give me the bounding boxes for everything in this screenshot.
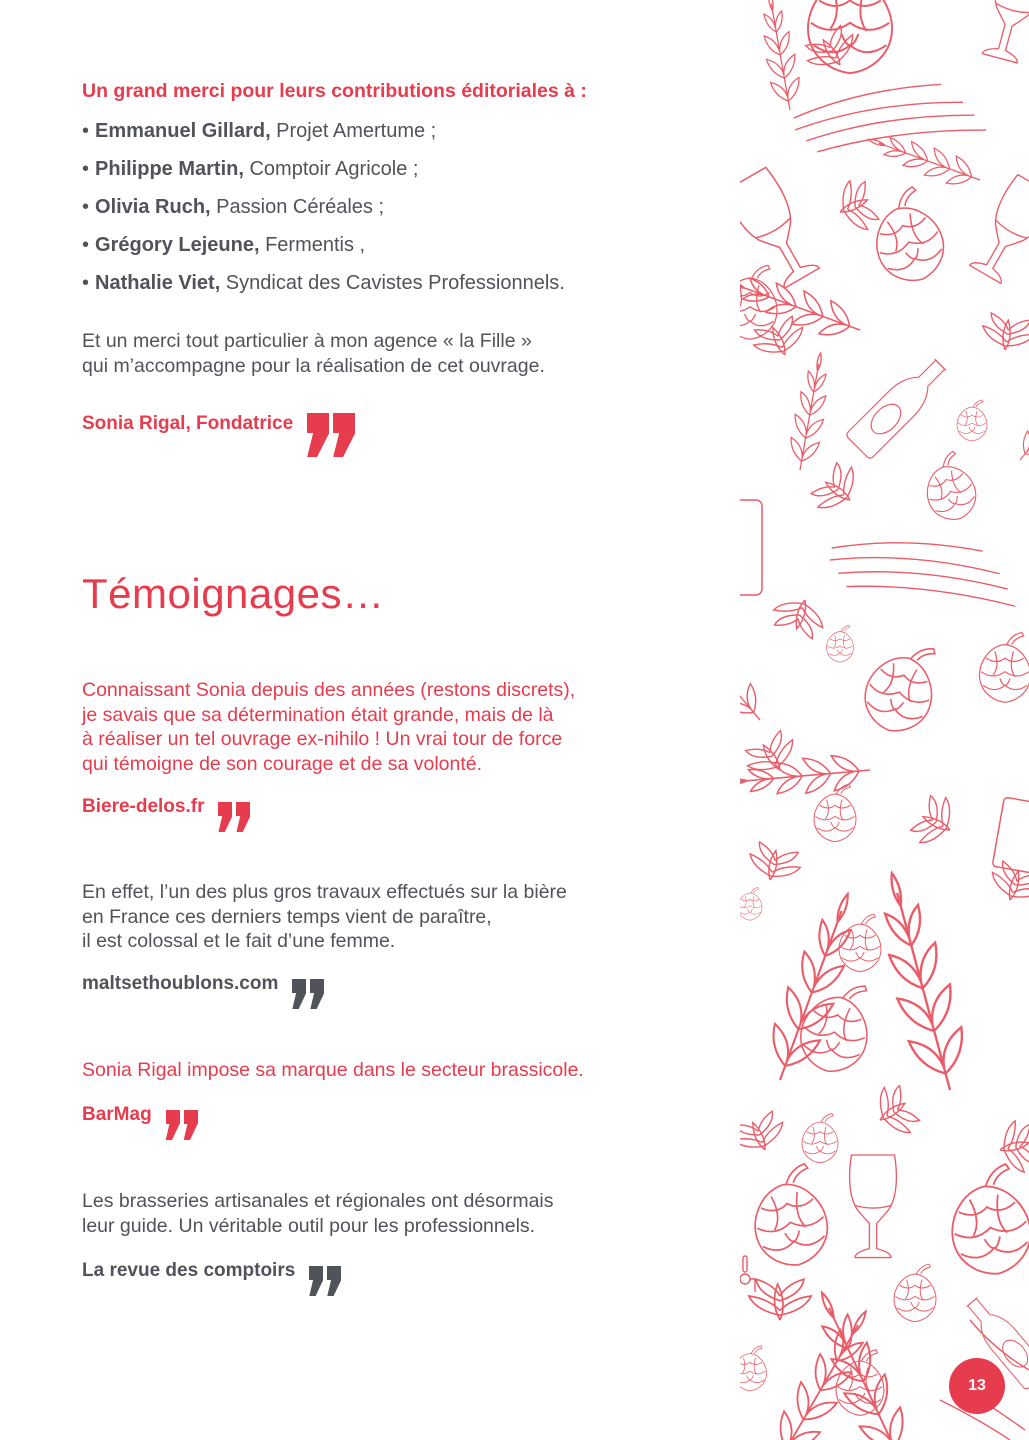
hop-cone-icon [740, 1346, 767, 1391]
hop-cone-icon [942, 1162, 1029, 1281]
decorative-illustration-strip [740, 0, 1029, 1440]
hop-cone-icon [814, 784, 856, 841]
beer-glass-icon [965, 174, 1029, 286]
bullet: • [82, 234, 90, 256]
contributor-org: Projet Amertume ; [270, 120, 437, 142]
leaf-sprig-icon [749, 314, 809, 364]
signature-text: Sonia Rigal, Fondatrice [82, 413, 294, 434]
page-number-badge: 13 [949, 1358, 1005, 1414]
beer-bottle-icon [845, 352, 952, 459]
testimonial-source [82, 796, 250, 832]
leaf-sprig-icon [749, 1279, 811, 1320]
contributor-name: Grégory Lejeune, [95, 234, 260, 256]
contributor-item [82, 118, 565, 156]
testimonial-text: Les brasseries artisanales et régionales ont désormais leur guide. Un véritable outil pour les professionnels. [82, 1190, 554, 1237]
bullet: • [82, 196, 90, 218]
leaf-sprig-icon [800, 23, 862, 78]
closing-quote-icon [307, 413, 355, 457]
hop-cone-icon [957, 400, 987, 441]
hop-cone-icon [802, 1114, 838, 1163]
founder-signature [82, 413, 355, 457]
wheat-ear-icon [866, 866, 977, 1097]
bullet: • [82, 158, 90, 180]
thanks-paragraph: Et un merci tout particulier à mon agence « la Fille » qui m’accompagne pour la réalisation de cet ouvrage. [82, 330, 545, 377]
wheat-ear-icon [757, 886, 870, 1088]
bullet: • [82, 272, 90, 294]
wheat-ear-icon [740, 609, 772, 731]
wheat-ear-icon [863, 126, 984, 194]
contributor-org: Syndicat des Cavistes Professionnels. [220, 272, 565, 294]
leaf-sprig-icon [908, 790, 963, 852]
hop-cone-icon [857, 635, 944, 739]
testimonial-text: En effet, l’un des plus gros travaux effectués sur la bière en France ces derniers temps vient de paraître, il est colossal et le fait d’une femme. [82, 881, 567, 952]
testimonial-source [82, 973, 324, 1009]
testimonial-text: Connaissant Sonia depuis des années (restons discrets), je savais que sa détermination était grande, mais de là à réaliser un tel ouvrage ex-nihilo ! Un vrai tour de force qui témoigne de son courage et de sa volonté. [82, 679, 576, 775]
closing-quote-icon [309, 1266, 341, 1296]
leaf-sprig-icon [986, 859, 1029, 909]
hop-cone-icon [839, 914, 881, 971]
testimonial-text: Sonia Rigal impose sa marque dans le secteur brassicole. [82, 1059, 584, 1081]
hop-cone-icon [745, 1162, 833, 1271]
beer-tap-icon [740, 1256, 755, 1292]
hop-cone-icon [740, 265, 777, 339]
leaf-sprig-icon [769, 591, 829, 641]
closing-quote-icon [218, 802, 250, 832]
closing-quote-icon [166, 1110, 198, 1140]
contributor-name: Emmanuel Gillard, [95, 120, 271, 142]
contributor-org: Fermentis , [259, 234, 366, 256]
contributor-item [82, 232, 565, 270]
source-label: BarMag [82, 1104, 152, 1125]
beer-glass-icon [740, 166, 825, 291]
leaf-sprig-icon [867, 1080, 922, 1142]
wheat-ear-icon [762, 1301, 884, 1440]
contributor-item [82, 194, 565, 232]
leaf-sprig-icon [807, 458, 866, 520]
contributor-org: Passion Céréales ; [210, 196, 385, 218]
source-label: La revue des comptoirs [82, 1260, 296, 1281]
beer-pattern-illustration [740, 0, 1029, 1440]
wheat-stalks-icon [792, 80, 987, 154]
wheat-ear-icon [786, 351, 835, 473]
contributor-name: Olivia Ruch, [95, 196, 211, 218]
contributor-name: Nathalie Viet, [95, 272, 221, 294]
contributions-heading: Un grand merci pour leurs contributions éditoriales à : [82, 80, 587, 102]
beer-bottle-icon [992, 797, 1029, 873]
wheat-ear-icon [755, 0, 804, 113]
testimonial-source [82, 1104, 198, 1140]
leaf-sprig-icon [740, 1109, 789, 1159]
hop-cone-icon [827, 625, 854, 662]
source-label: Biere-delos.fr [82, 796, 205, 817]
wheat-ear-icon [740, 752, 872, 800]
hop-cone-icon [860, 183, 953, 290]
closing-quote-icon [292, 979, 324, 1009]
contributor-name: Philippe Martin, [95, 158, 244, 180]
hop-cone-icon [915, 449, 983, 527]
leaf-sprig-icon [979, 312, 1029, 355]
testimonials-title: Témoignages… [82, 570, 385, 617]
contributor-item [82, 270, 565, 308]
leaf-sprig-icon [831, 176, 881, 236]
bullet: • [82, 120, 90, 142]
source-label: maltsethoublons.com [82, 973, 279, 994]
hop-cone-icon [894, 1264, 936, 1321]
beer-glass-icon [977, 0, 1029, 64]
contributor-item [82, 156, 565, 194]
leaf-sprig-icon [740, 728, 802, 783]
testimonial-source [82, 1260, 341, 1296]
leaf-sprig-icon [745, 840, 804, 886]
hop-cone-icon [980, 633, 1029, 703]
hop-cone-icon [740, 887, 762, 920]
contributor-org: Comptoir Agricole ; [243, 158, 419, 180]
beer-can-icon [740, 500, 762, 595]
wheat-ear-icon [1010, 371, 1029, 468]
beer-glass-icon [850, 1155, 897, 1258]
wheat-stalks-icon [827, 530, 1023, 611]
contributors-list [82, 118, 565, 308]
